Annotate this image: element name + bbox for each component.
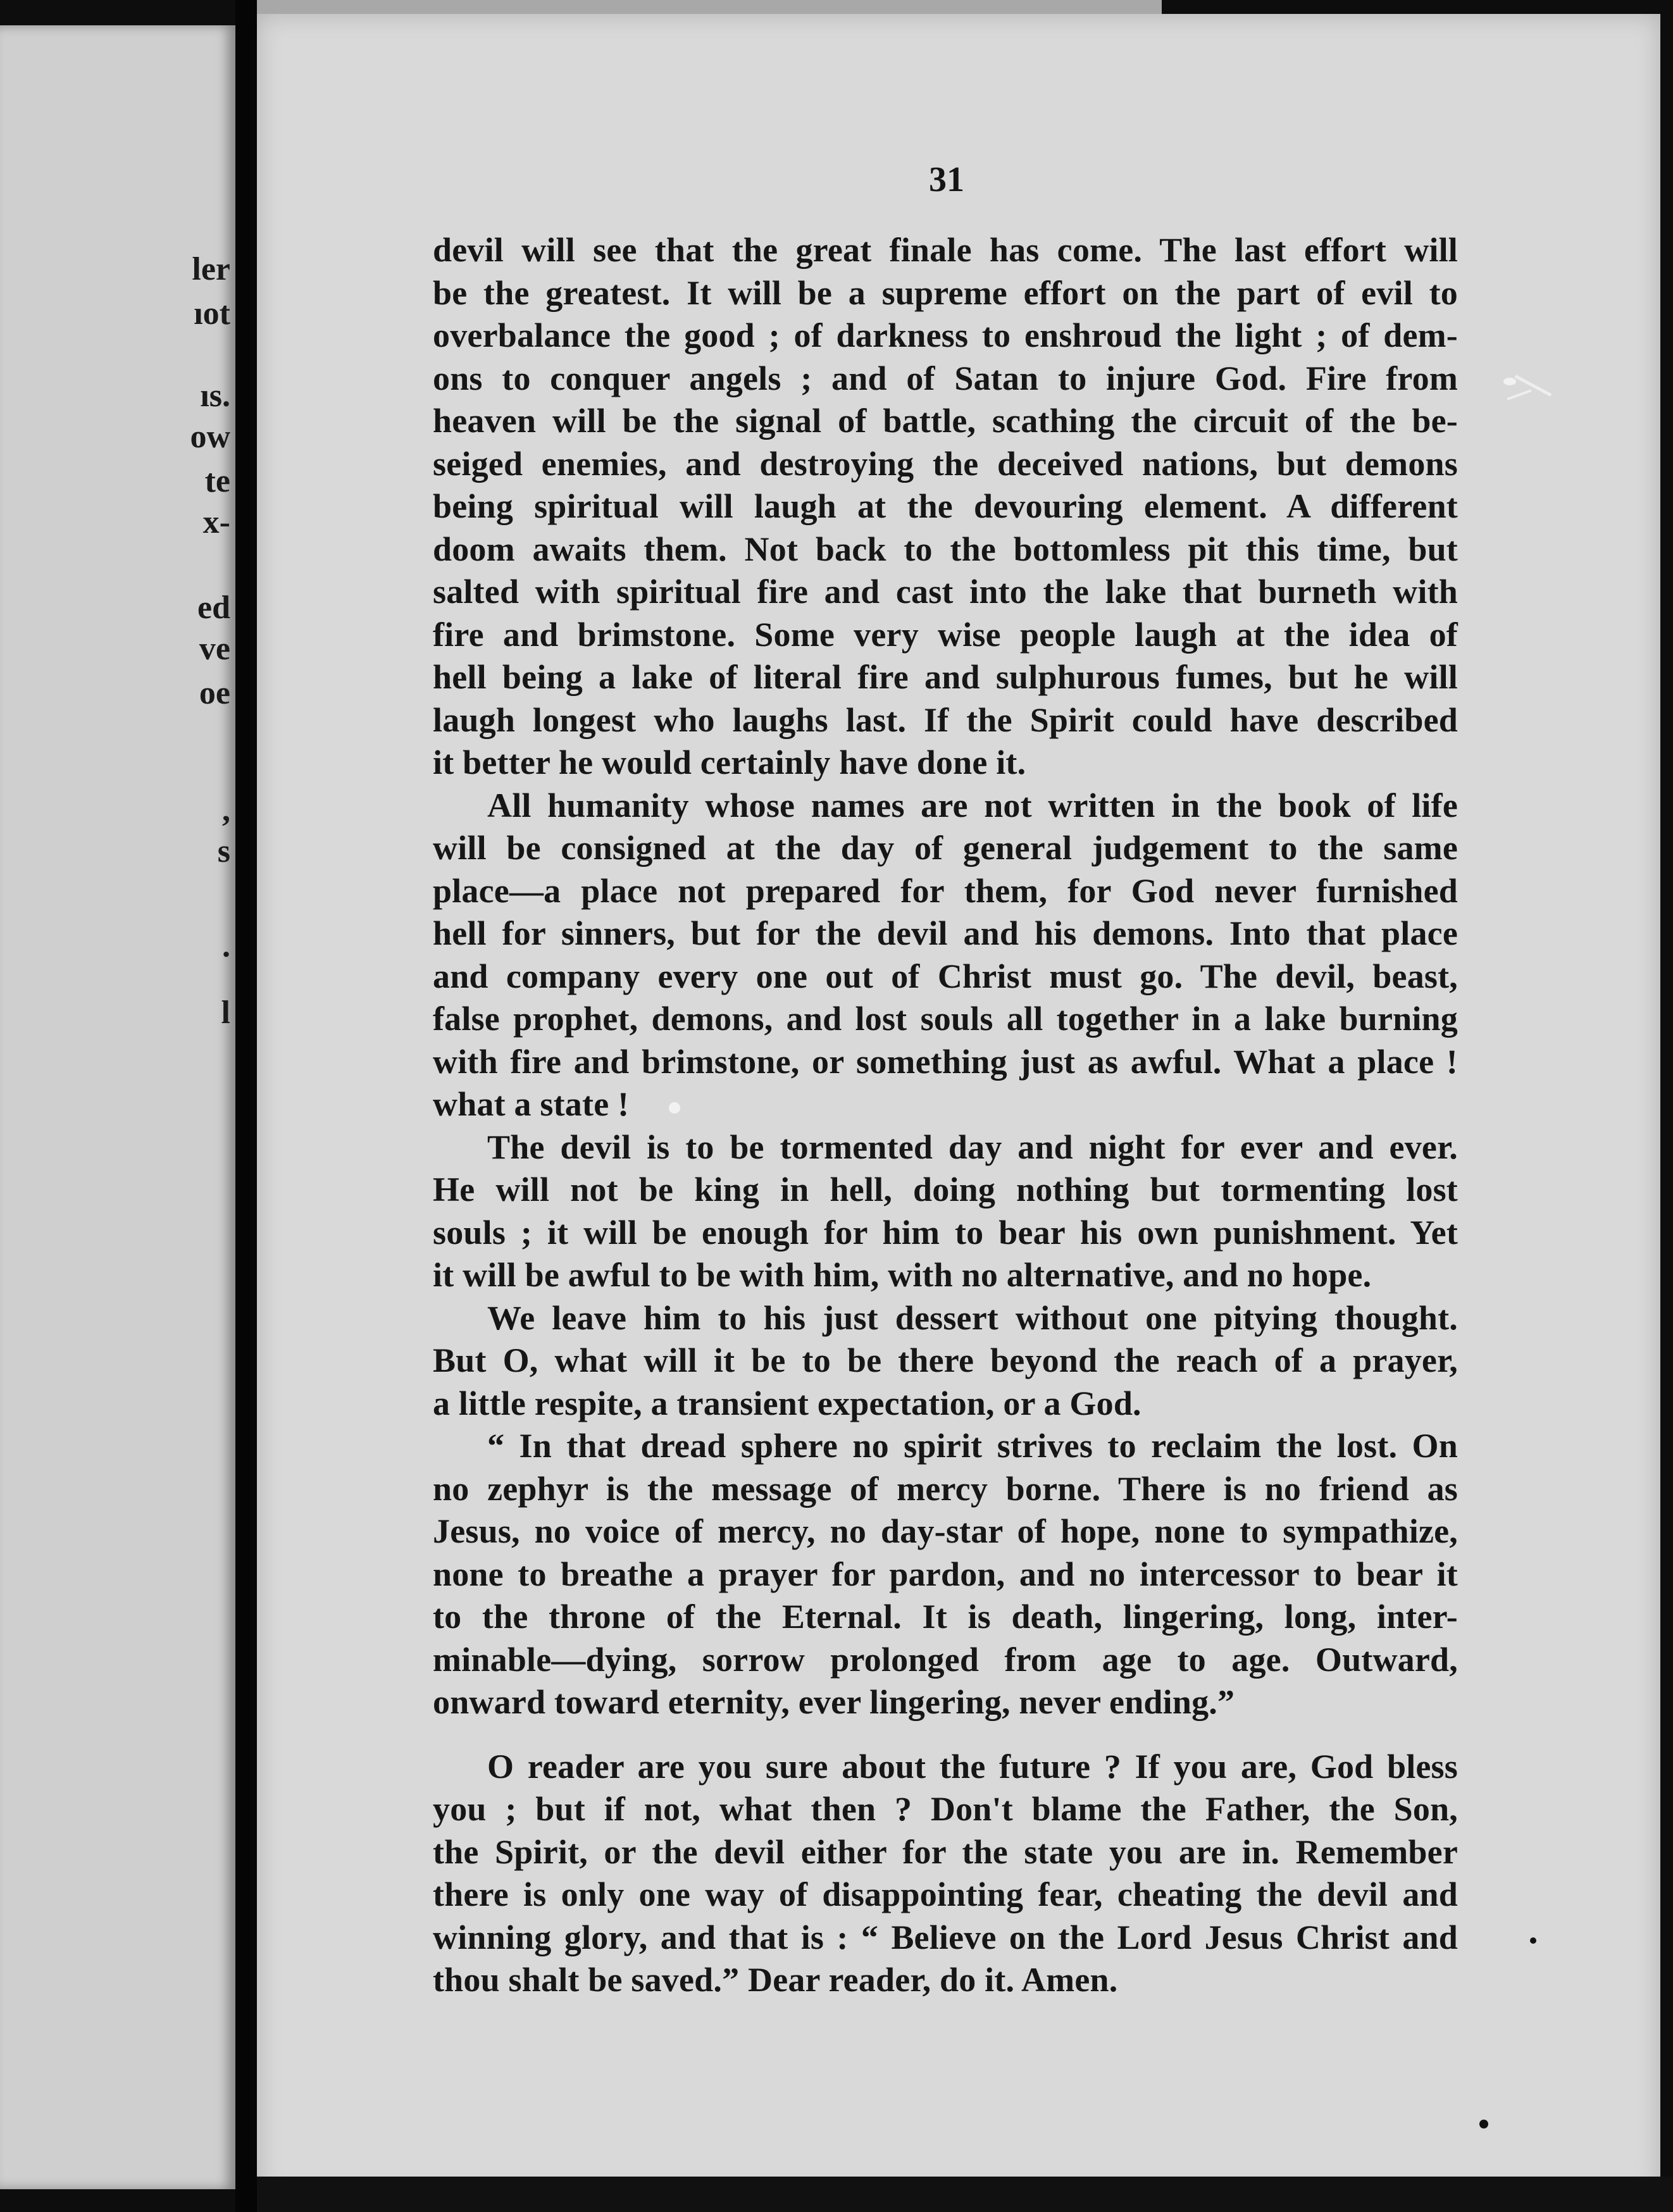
- text-line: laugh longest who laughs last. If the Spirit could have described: [433, 700, 1458, 739]
- text-line: fire and brimstone. Some very wise people laugh at the idea of: [433, 615, 1458, 654]
- text-line: the Spirit, or the devil either for the state you are in. Remember: [433, 1832, 1458, 1871]
- facing-page-text-fragment: ed: [197, 590, 230, 626]
- text-line: hell being a lake of literal fire and sulphurous fumes, but he will: [433, 658, 1458, 696]
- facing-page-text-fragment: ler: [192, 251, 230, 287]
- paragraph: [433, 1746, 1458, 2002]
- paragraph: [433, 229, 1458, 785]
- book-gutter: [235, 0, 257, 2212]
- text-line: overbalance the good ; of darkness to enshroud the light ; of dem-: [433, 316, 1458, 354]
- facing-page-text-fragment: oe: [199, 675, 230, 711]
- text-line: But O, what will it be to be there beyond the reach of a prayer,: [433, 1341, 1458, 1379]
- text-line: souls ; it will be enough for him to bear his own punishment. Yet: [433, 1213, 1458, 1252]
- text-line: seiged enemies, and destroying the deceived nations, but demons: [433, 444, 1458, 483]
- scan-border: [257, 2177, 1673, 2212]
- text-line: with fire and brimstone, or something just as awful. What a place !: [433, 1042, 1458, 1081]
- paragraph: [433, 1126, 1458, 1297]
- text-line: He will not be king in hell, doing nothing but tormenting lost: [433, 1171, 1458, 1209]
- facing-page-edge: [0, 25, 235, 2189]
- paper-speck: [1503, 378, 1516, 385]
- facing-page-text-fragment: s: [217, 833, 230, 869]
- paragraph: [433, 1297, 1458, 1426]
- facing-page-text-fragment: ow: [190, 419, 230, 455]
- text-line: place—a place not prepared for them, for God never furnished: [433, 871, 1458, 910]
- facing-page-text-fragment: ve: [199, 631, 230, 667]
- paragraph: [433, 1425, 1458, 1724]
- text-line: devil will see that the great finale has come. The last effort will: [433, 231, 1458, 269]
- text-line: thou shalt be saved.” Dear reader, do it. Amen.: [433, 1961, 1118, 1999]
- paper-speck: [669, 1102, 680, 1114]
- book-page: [257, 14, 1660, 2197]
- text-line: false prophet, demons, and lost souls all together in a lake burning: [433, 1000, 1458, 1038]
- text-line: you ; but if not, what then ? Don't blame the Father, the Son,: [433, 1790, 1458, 1828]
- facing-page-text-fragment: .: [222, 928, 230, 964]
- body-text: [433, 229, 1458, 2002]
- text-line: The devil is to be tormented day and night for ever and ever.: [487, 1128, 1458, 1166]
- ink-dot: [1479, 2120, 1488, 2128]
- text-line: O reader are you sure about the future ? If you are, God bless: [487, 1747, 1458, 1786]
- facing-page-text-fragment: x-: [202, 504, 230, 540]
- text-line: there is only one way of disappointing fear, cheating the devil and: [433, 1875, 1458, 1913]
- facing-page-text-fragment: ,: [222, 792, 230, 828]
- text-line: being spiritual will laugh at the devouring element. A different: [433, 487, 1458, 525]
- text-line: no zephyr is the message of mercy borne. There is no friend as: [433, 1469, 1458, 1508]
- page-number: 31: [929, 160, 964, 199]
- paper-scratch: [1507, 389, 1532, 400]
- text-line: none to breathe a prayer for pardon, and no intercessor to bear it: [433, 1555, 1458, 1593]
- text-line: to the throne of the Eternal. It is death, lingering, long, inter-: [433, 1598, 1458, 1636]
- paragraph: [433, 785, 1458, 1126]
- text-line: We leave him to his just dessert without one pitying thought.: [487, 1298, 1458, 1337]
- text-line: it will be awful to be with him, with no alternative, and no hope.: [433, 1256, 1372, 1294]
- text-line: minable—dying, sorrow prolonged from age to age. Outward,: [433, 1640, 1458, 1679]
- facing-page-text-fragment: ıs.: [200, 378, 230, 414]
- text-line: it better he would certainly have done it.: [433, 743, 1026, 781]
- page-top-edge: [257, 0, 1162, 14]
- text-line: heaven will be the signal of battle, scathing the circuit of the be-: [433, 402, 1458, 440]
- facing-page-text-fragment: ıot: [194, 295, 230, 332]
- text-line: salted with spiritual fire and cast into the lake that burneth with: [433, 573, 1458, 611]
- text-line: ons to conquer angels ; and of Satan to injure God. Fire from: [433, 359, 1458, 397]
- text-line: All humanity whose names are not written in the book of life: [487, 786, 1458, 824]
- facing-page-text-fragment: l: [221, 995, 230, 1031]
- text-line: a little respite, a transient expectation, or a God.: [433, 1384, 1141, 1422]
- text-line: will be consigned at the day of general judgement to the same: [433, 829, 1458, 867]
- ink-dot: [1530, 1937, 1536, 1944]
- text-line: onward toward eternity, ever lingering, never ending.”: [433, 1683, 1235, 1721]
- text-line: hell for sinners, but for the devil and his demons. Into that place: [433, 914, 1458, 952]
- text-line: Jesus, no voice of mercy, no day-star of hope, none to sympathize,: [433, 1512, 1458, 1550]
- text-line: doom awaits them. Not back to the bottomless pit this time, but: [433, 530, 1458, 568]
- text-line: be the greatest. It will be a supreme effort on the part of evil to: [433, 273, 1458, 312]
- paragraph-gap: [433, 1724, 1458, 1746]
- facing-page-text-fragment: te: [204, 463, 230, 499]
- text-line: what a state !: [433, 1085, 630, 1123]
- text-line: and company every one out of Christ must go. The devil, beast,: [433, 957, 1458, 995]
- text-line: “ In that dread sphere no spirit strives to reclaim the lost. On: [487, 1427, 1458, 1465]
- text-line: winning glory, and that is : “ Believe on the Lord Jesus Christ and: [433, 1918, 1458, 1956]
